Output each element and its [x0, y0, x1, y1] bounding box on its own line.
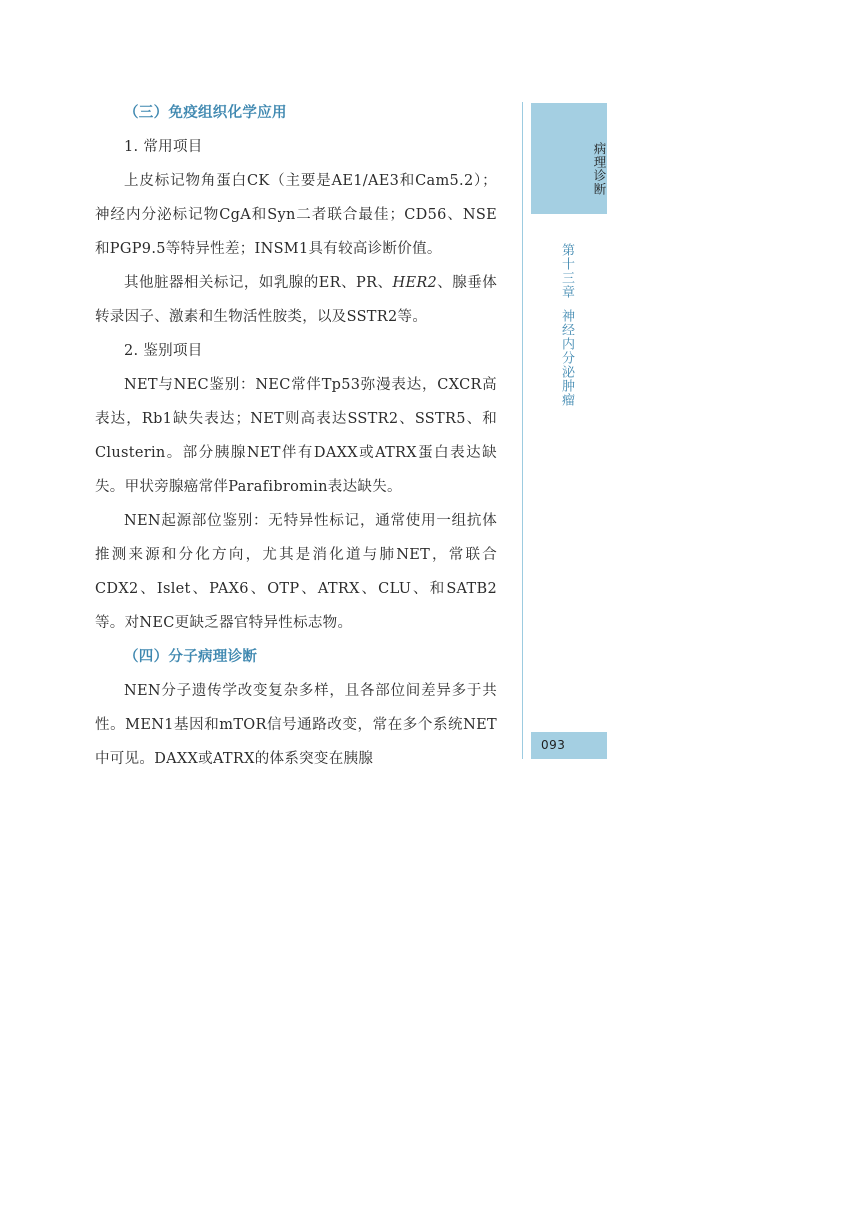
item-title-common: 1. 常用项目 [124, 139, 203, 155]
paragraph-epithelial-markers: 上皮标记物角蛋白CK（主要是AE1/AE3和Cam5.2）；神经内分泌标记物CgA和Syn二者联合最佳；CD56、NSE和PGP9.5等特异性差；INSM1具有较高诊断价值。 [95, 173, 497, 257]
chapter-title [555, 243, 577, 423]
paragraph-organ-markers-end: 、腺垂体转录因子、激素和生物活性胺类，以及SSTR2等。 [95, 275, 498, 325]
paragraph-organ-markers-start: 其他脏器相关标记，如乳腺的ER、PR、 [124, 275, 393, 291]
chapter-name: 神经内分泌肿瘤 [559, 309, 574, 407]
main-text-column [95, 96, 497, 776]
paragraph-molecular-genetics: NEN分子遗传学改变复杂多样，且各部位间差异多于共性。MEN1基因和mTOR信号通路改变，常在多个系统NET中可见。DAXX或ATRX的体系突变在胰腺 [95, 683, 497, 767]
page-number: 093 [541, 738, 566, 752]
vertical-divider [522, 102, 523, 759]
item-title-differential: 2. 鉴别项目 [124, 343, 203, 359]
page-number-tab [531, 732, 607, 759]
gene-name-her2: HER2 [392, 275, 438, 291]
paragraph-organ-markers [95, 266, 497, 334]
section-heading-immunohistochemistry: （三）免疫组织化学应用 [124, 105, 287, 121]
section-heading-molecular-pathology: （四）分子病理诊断 [124, 649, 258, 665]
paragraph-origin-differential: NEN起源部位鉴别：无特异性标记，通常使用一组抗体推测来源和分化方向，尤其是消化道与肺NET，常联合CDX2、Islet、PAX6、OTP、ATRX、CLU、和SATB2等。对NEC更缺乏器官特异性标志物。 [95, 513, 497, 631]
book-section-tab [531, 103, 607, 214]
chapter-number: 第十三章 [559, 243, 574, 299]
book-section-label: 病理诊断 [592, 142, 607, 196]
paragraph-net-nec-differential: NET与NEC鉴别：NEC常伴Tp53弥漫表达，CXCR高表达，Rb1缺失表达；NET则高表达SSTR2、SSTR5、和Clusterin。部分胰腺NET伴有DAXX或ATRX蛋白表达缺失。甲状旁腺癌常伴Parafibromin表达缺失。 [95, 377, 497, 495]
